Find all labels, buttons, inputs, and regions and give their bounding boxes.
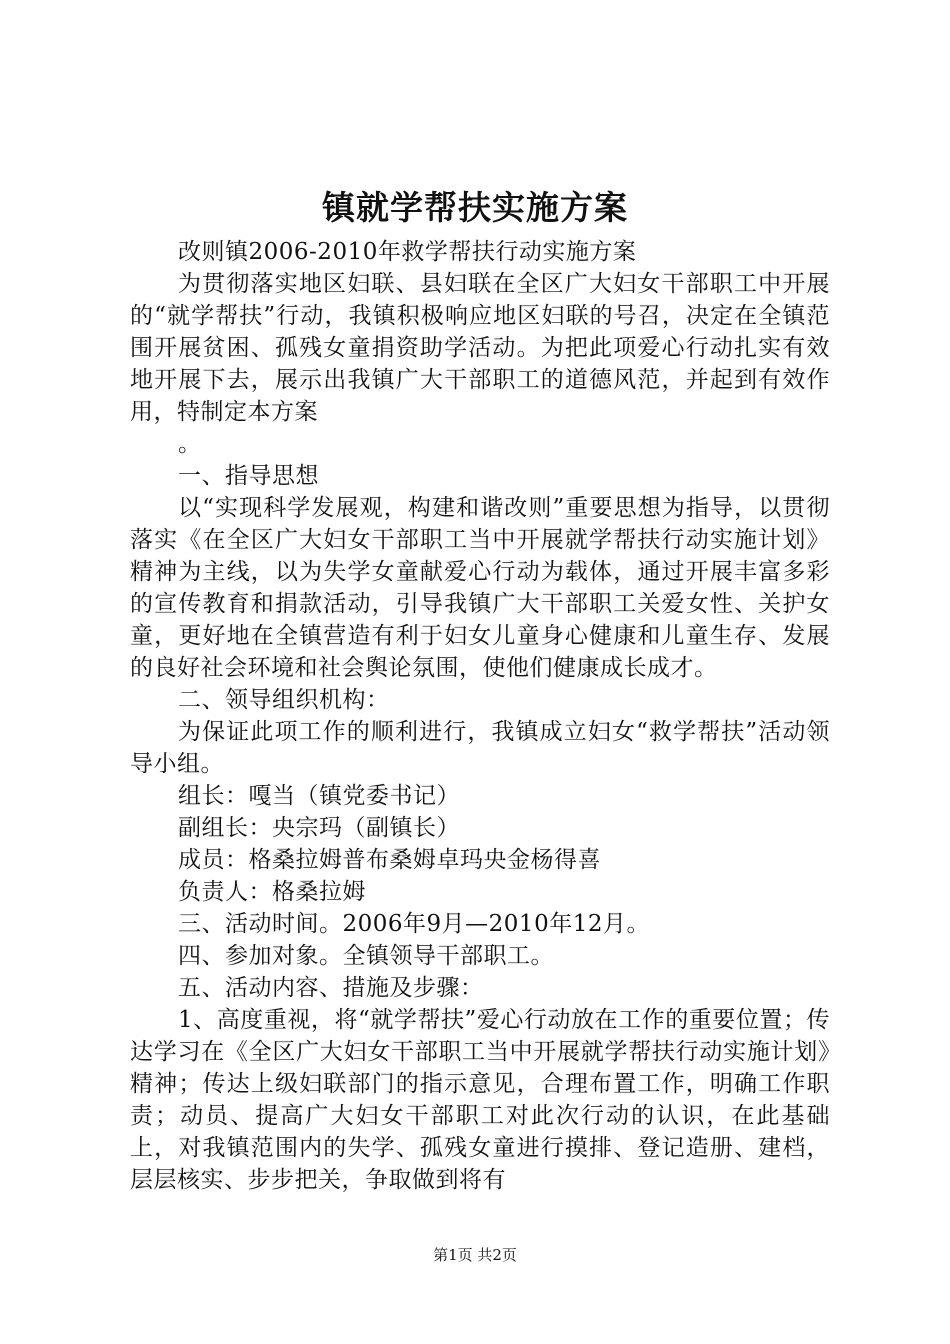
paragraph-deputy-leader: 副组长：央宗玛（副镇长） [178,815,460,841]
document-title: 镇就学帮扶实施方案 [322,188,628,227]
section-heading-activity-time: 三、活动时间。2006年9月—2010年12月。 [178,911,650,937]
section-heading-participants: 四、参加对象。全镇领导干部职工。 [178,943,554,969]
paragraph-period: 。 [178,431,202,457]
paragraph-leadership: 为保证此项工作的顺利进行，我镇成立妇女“救学帮扶”活动领导小组。 [130,719,830,777]
paragraph-members: 成员：格桑拉姆普布桑姆卓玛央金杨得喜 [178,847,601,873]
paragraph-intro: 为贯彻落实地区妇联、县妇联在全区广大妇女干部职工中开展的“就学帮扶”行动，我镇积极响应地区妇联的号召，决定在全镇范围开展贫困、孤残女童捐资助学活动。为把此项爱心行动扎实有效地开展下去，展示出我镇广大干部职工的道德风范，并起到有效作用，特制定本方案 [130,271,830,425]
document-body [130,236,830,1196]
section-heading-leadership: 二、领导组织机构： [178,687,390,713]
paragraph-person-in-charge: 负责人：格桑拉姆 [178,879,366,905]
paragraph-step-one: 1、高度重视，将“就学帮扶”爱心行动放在工作的重要位置；传达学习在《全区广大妇女干部职工当中开展就学帮扶行动实施计划》精神；传达上级妇联部门的指示意见，合理布置工作，明确工作职责；动员、提高广大妇女干部职工对此次行动的认识，在此基础上，对我镇范围内的失学、孤残女童进行摸排、登记造册、建档，层层核实、步步把关，争取做到将有 [130,1007,830,1193]
paragraph-subtitle: 改则镇2006-2010年救学帮扶行动实施方案 [178,239,637,265]
section-heading-activity-content: 五、活动内容、措施及步骤： [178,975,484,1001]
page-footer: 第1页 共2页 [433,1246,517,1264]
paragraph-guiding-ideology: 以“实现科学发展观，构建和谐改则”重要思想为指导，以贯彻落实《在全区广大妇女干部职工当中开展就学帮扶行动实施计划》精神为主线，以为失学女童献爱心行动为载体，通过开展丰富多彩的宣传教育和捐款活动，引导我镇广大干部职工关爱女性、关护女童，更好地在全镇营造有利于妇女儿童身心健康和儿童生存、发展的良好社会环境和社会舆论氛围，使他们健康成长成才。 [130,495,830,681]
paragraph-group-leader: 组长：嘎当（镇党委书记） [178,783,460,809]
section-heading-guiding-ideology: 一、指导思想 [178,463,319,489]
